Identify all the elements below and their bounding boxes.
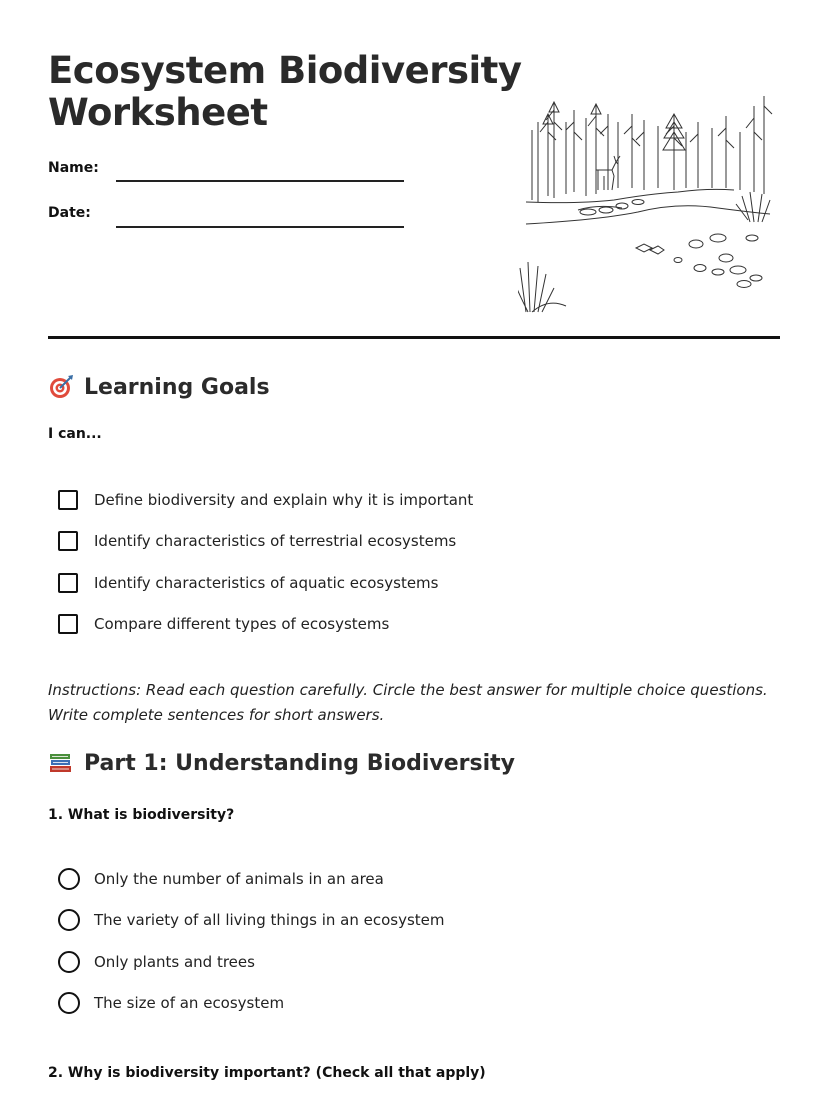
part1-title: Part 1: Understanding Biodiversity (84, 750, 516, 776)
goal-checkbox[interactable] (58, 531, 78, 551)
goal-checkbox[interactable] (58, 573, 78, 593)
option-radio[interactable] (58, 868, 80, 890)
goal-item (58, 479, 473, 521)
books-icon (48, 750, 74, 776)
instructions-text: Instructions: Read each question carefully. Circle the best answer for multiple choice questions. Write complete sentences for short answers. (48, 681, 768, 724)
tree-trunks (532, 96, 764, 202)
worksheet-page (48, 0, 780, 1118)
option-label: Only plants and trees (94, 952, 255, 971)
learning-goals-list (58, 479, 473, 645)
date-label: Date: (48, 205, 91, 221)
option-item (58, 983, 444, 1025)
section-divider (48, 336, 780, 339)
title-line-2: Worksheet (48, 91, 268, 134)
goal-item (58, 521, 473, 563)
question-1-prompt: 1. What is biodiversity? (48, 807, 235, 823)
learning-goals-heading (48, 374, 270, 400)
goal-checkbox[interactable] (58, 490, 78, 510)
option-label: The size of an ecosystem (94, 994, 285, 1013)
goal-item (58, 604, 473, 646)
goal-label: Compare different types of ecosystems (94, 615, 390, 634)
option-label: Only the number of animals in an area (94, 869, 384, 888)
lily-pads (636, 234, 762, 288)
option-item (58, 858, 444, 900)
goal-item (58, 562, 473, 604)
name-field[interactable] (116, 180, 404, 182)
learning-goals-intro: I can... (48, 426, 102, 442)
goal-checkbox[interactable] (58, 614, 78, 634)
goal-label: Define biodiversity and explain why it is important (94, 490, 474, 509)
option-label: The variety of all living things in an ecosystem (94, 911, 445, 930)
option-radio[interactable] (58, 992, 80, 1014)
option-radio[interactable] (58, 951, 80, 973)
reeds (518, 262, 566, 312)
question-2-prompt: 2. Why is biodiversity important? (Check all that apply) (48, 1065, 486, 1081)
question-1-options (58, 858, 444, 1024)
tree-branches (540, 102, 772, 150)
part1-heading (48, 750, 515, 776)
option-item (58, 941, 444, 983)
name-label: Name: (48, 160, 99, 176)
title-line-1: Ecosystem Biodiversity (48, 49, 522, 92)
option-item (58, 900, 444, 942)
forest-pond-illustration (518, 92, 780, 318)
goal-label: Identify characteristics of aquatic ecosystems (94, 573, 439, 592)
goal-label: Identify characteristics of terrestrial ecosystems (94, 532, 457, 551)
option-radio[interactable] (58, 909, 80, 931)
date-field[interactable] (116, 226, 404, 228)
learning-goals-title: Learning Goals (84, 374, 270, 400)
target-icon (48, 374, 74, 400)
worksheet-title (48, 50, 521, 134)
